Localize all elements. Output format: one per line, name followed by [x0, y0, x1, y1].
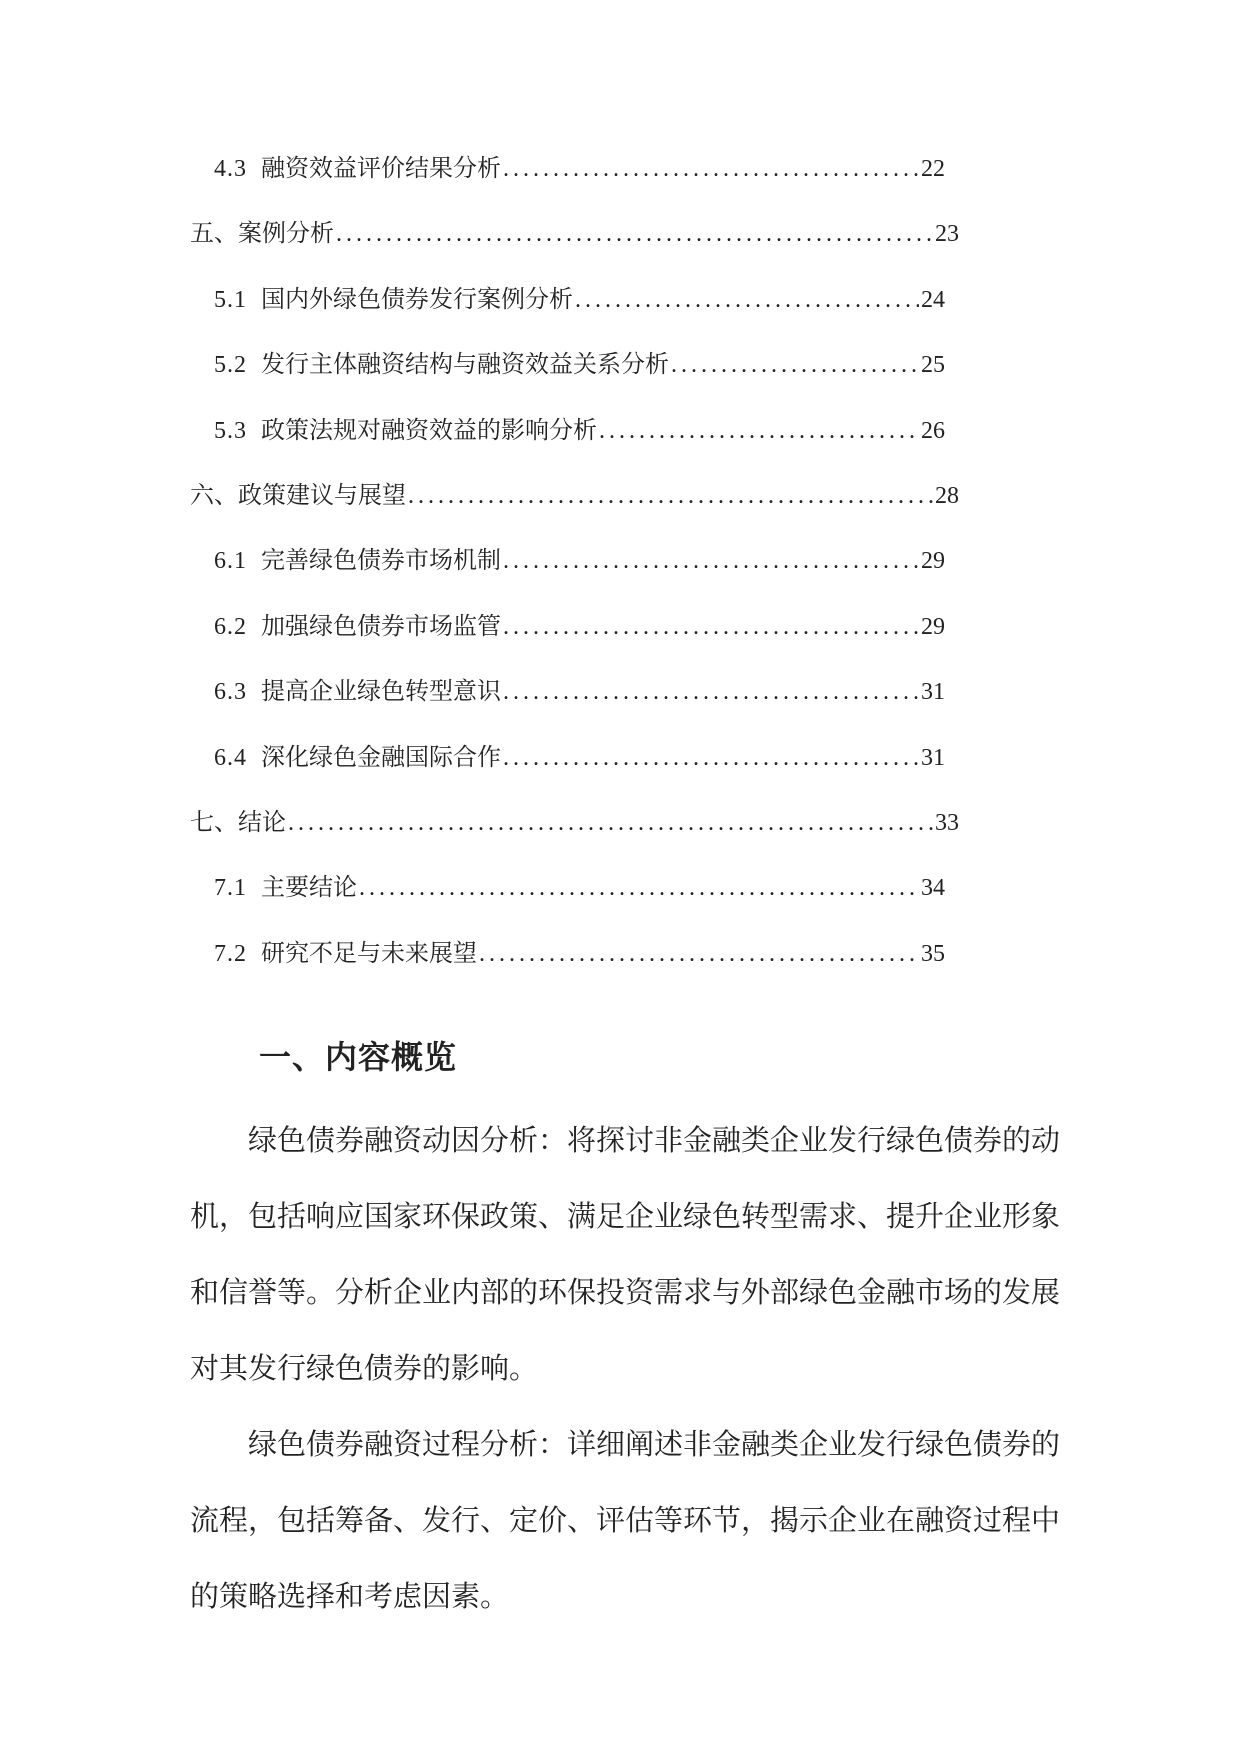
toc-entry-number: 5.1 [214, 286, 247, 313]
toc-entry-page: 22 [921, 156, 945, 182]
toc-dot-leader [503, 529, 919, 594]
toc-entry-number: 7.1 [214, 875, 247, 902]
toc-entry [214, 268, 945, 333]
toc-dot-leader [503, 726, 919, 791]
toc-entry-number: 5.2 [214, 352, 247, 379]
section-body [190, 1103, 1060, 1635]
toc-entry-title: 完善绿色债券市场机制 [261, 548, 501, 575]
toc-dot-leader [599, 399, 919, 464]
toc-entry-page: 31 [921, 744, 945, 771]
toc-entry-page: 29 [921, 613, 945, 640]
toc-chapter-entry [190, 791, 959, 856]
toc-entry-number: 4.3 [214, 156, 247, 182]
toc-entry-number: 6.3 [214, 679, 247, 706]
toc-entry-title: 融资效益评价结果分析 [261, 156, 501, 182]
body-paragraph: 绿色债券融资过程分析：详细阐述非金融类企业发行绿色债券的流程，包括筹备、发行、定价、评估等环节，揭示企业在融资过程中的策略选择和考虑因素。 [190, 1429, 1061, 1613]
toc-dot-leader [479, 922, 919, 987]
toc-dot-leader [503, 137, 919, 202]
toc-entry-page: 28 [935, 482, 959, 509]
toc-entry-number: 6.1 [214, 548, 247, 575]
toc-entry-title: 七、结论 [190, 809, 286, 836]
toc-entry-title: 国内外绿色债券发行案例分析 [261, 286, 573, 313]
toc-entry [214, 595, 945, 660]
toc-entry [214, 333, 945, 398]
toc-chapter-entry [190, 464, 959, 529]
toc-entry-number: 7.2 [214, 940, 247, 967]
toc-entry-page: 25 [921, 352, 945, 379]
toc-entry [214, 726, 945, 791]
body-paragraph: 绿色债券融资动因分析：将探讨非金融类企业发行绿色债券的动机，包括响应国家环保政策、满足企业绿色转型需求、提升企业形象和信誉等。分析企业内部的环保投资需求与外部绿色金融市场的发展对其发行绿色债券的影响。 [190, 1125, 1061, 1385]
toc-entry-title: 研究不足与未来展望 [261, 940, 477, 967]
toc-entry-page: 26 [921, 417, 945, 444]
toc-entry-title: 深化绿色金融国际合作 [261, 744, 501, 771]
toc-entry [214, 399, 945, 464]
toc-entry-page: 34 [921, 875, 945, 902]
toc-entry-number: 5.3 [214, 417, 247, 444]
toc-entry-title: 五、案例分析 [190, 221, 334, 248]
toc-entry [214, 856, 945, 921]
toc-entry-title: 政策法规对融资效益的影响分析 [261, 417, 597, 444]
table-of-contents [0, 137, 1241, 987]
toc-entry-title: 加强绿色债券市场监管 [261, 613, 501, 640]
toc-entry [214, 137, 945, 202]
toc-entry [214, 529, 945, 594]
section-heading: 一、内容概览 [259, 1039, 458, 1075]
toc-dot-leader [503, 660, 919, 725]
toc-entry-title: 主要结论 [261, 875, 357, 902]
toc-entry-number: 6.2 [214, 613, 247, 640]
toc-entry-title: 提高企业绿色转型意识 [261, 679, 501, 706]
toc-dot-leader [671, 333, 919, 398]
toc-dot-leader [503, 595, 919, 660]
toc-chapter-entry [190, 202, 959, 267]
toc-entry-page: 24 [921, 286, 945, 313]
toc-entry-title: 发行主体融资结构与融资效益关系分析 [261, 352, 669, 379]
toc-entry-number: 6.4 [214, 744, 247, 771]
toc-entry-page: 23 [935, 221, 959, 248]
toc-dot-leader [575, 268, 919, 333]
toc-entry-page: 33 [935, 809, 959, 836]
toc-dot-leader [408, 464, 933, 529]
toc-dot-leader [288, 791, 933, 856]
toc-entry [214, 922, 945, 987]
toc-entry-page: 29 [921, 548, 945, 575]
toc-entry-page: 31 [921, 679, 945, 706]
toc-entry [214, 660, 945, 725]
toc-dot-leader [336, 202, 933, 267]
toc-entry-page: 35 [921, 940, 945, 967]
toc-entry-title: 六、政策建议与展望 [190, 482, 406, 509]
toc-dot-leader [359, 856, 919, 921]
